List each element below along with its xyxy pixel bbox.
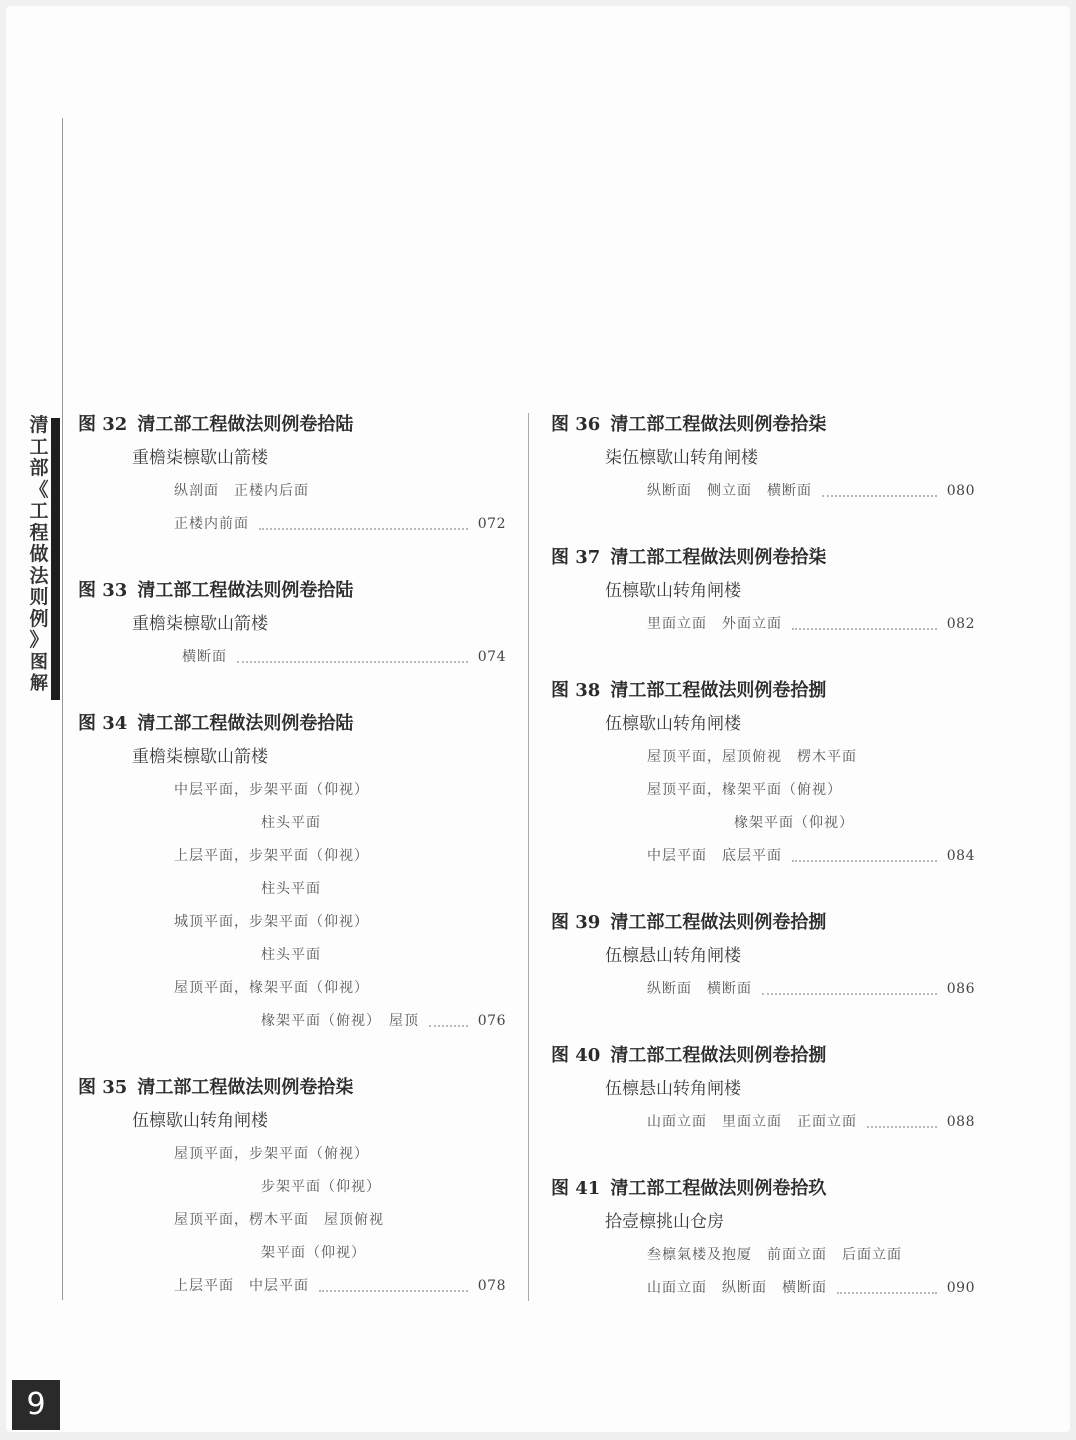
- figure-title: 清工部工程做法则例卷拾柒: [610, 547, 827, 568]
- toc-line: [78, 1171, 506, 1204]
- spine-char: 工: [29, 435, 49, 458]
- toc-line: [78, 1204, 506, 1237]
- figure-subtitle: 伍檩歇山转角闸楼: [605, 581, 741, 601]
- figure-subtitle: 重檐柒檩歇山箭楼: [132, 448, 268, 468]
- figure-title: 清工部工程做法则例卷拾柒: [137, 1077, 354, 1098]
- toc-line-text: 屋顶平面，步架平面（俯视）: [174, 1146, 369, 1162]
- figure-subtitle: 伍檩悬山转角闸楼: [605, 946, 741, 966]
- toc-entry: [551, 1172, 975, 1305]
- toc-line: [78, 840, 506, 873]
- entry-gap: [551, 873, 975, 906]
- entry-gap: [551, 1139, 975, 1172]
- toc-entry: [551, 1039, 975, 1172]
- toc-entry: [551, 408, 975, 541]
- spine-title: [28, 415, 50, 695]
- toc-line-text: 山面立面 纵断面 横断面: [647, 1280, 827, 1296]
- toc-entry: [551, 541, 975, 674]
- toc-entry: [78, 707, 506, 1071]
- toc-page-number: 076: [477, 1013, 506, 1029]
- dot-leader: [822, 495, 937, 497]
- toc-entry: [551, 906, 975, 1039]
- figure-title: 清工部工程做法则例卷拾捌: [610, 680, 827, 701]
- figure-heading: [551, 408, 975, 442]
- dot-leader: [837, 1292, 937, 1294]
- toc-page-number: 088: [946, 1114, 975, 1130]
- figure-subtitle: 拾壹檩挑山仓房: [605, 1212, 724, 1232]
- toc-page-number: 090: [946, 1280, 975, 1296]
- page-number: 9: [12, 1380, 60, 1430]
- spine-char: 《: [29, 478, 49, 501]
- dot-leader: [319, 1290, 468, 1292]
- spine-char: 法: [29, 564, 49, 587]
- dot-leader: [792, 860, 937, 862]
- toc-line-text: 屋顶平面，椽架平面（仰视）: [174, 980, 369, 996]
- toc-line: [551, 807, 975, 840]
- figure-number: 图 34: [78, 713, 128, 734]
- toc-line: [551, 741, 975, 774]
- figure-heading: [551, 1039, 975, 1073]
- figure-number: 图 39: [551, 912, 601, 933]
- toc-page-number: 082: [946, 616, 975, 632]
- figure-heading: [551, 674, 975, 708]
- toc-page-number: 074: [477, 649, 506, 665]
- figure-heading: [551, 906, 975, 940]
- figure-title: 清工部工程做法则例卷拾陆: [137, 580, 354, 601]
- entry-gap: [78, 541, 506, 574]
- toc-line-text: 椽架平面（仰视）: [734, 815, 854, 831]
- toc-line-text: 柱头平面: [261, 881, 321, 897]
- figure-heading: [78, 574, 506, 608]
- toc-line: [78, 873, 506, 906]
- toc-line: [551, 475, 975, 508]
- figure-subtitle: 伍檩歇山转角闸楼: [132, 1111, 268, 1131]
- toc-line-text: 横断面: [182, 649, 227, 665]
- column-divider: [528, 413, 529, 1301]
- toc-line: [78, 641, 506, 674]
- toc-line-text: 叁檩氣楼及抱厦 前面立面 后面立面: [647, 1247, 902, 1263]
- entry-gap: [551, 1006, 975, 1039]
- toc-line-text: 中层平面 底层平面: [647, 848, 782, 864]
- toc-line: [78, 1138, 506, 1171]
- spine-char: 程: [29, 521, 49, 544]
- toc-line: [551, 973, 975, 1006]
- toc-line: [551, 840, 975, 873]
- toc-line-text: 上层平面 中层平面: [174, 1278, 309, 1294]
- left-margin-rule: [62, 118, 63, 1300]
- dot-leader: [762, 993, 937, 995]
- spine-char: 则: [29, 586, 49, 608]
- toc-line-text: 纵剖面 正楼内后面: [174, 483, 309, 499]
- spine-char: 解: [30, 673, 48, 694]
- spine-char: 清: [29, 414, 49, 436]
- figure-heading: [551, 541, 975, 575]
- dot-leader: [792, 628, 937, 630]
- toc-line: [78, 972, 506, 1005]
- figure-title: 清工部工程做法则例卷拾陆: [137, 414, 354, 435]
- entry-gap: [78, 674, 506, 707]
- figure-number: 图 36: [551, 414, 601, 435]
- figure-subtitle: 重檐柒檩歇山箭楼: [132, 747, 268, 767]
- toc-line-text: 山面立面 里面立面 正面立面: [647, 1114, 857, 1130]
- spine-char: 图: [30, 651, 48, 673]
- figure-heading: [78, 707, 506, 741]
- spine-bar: [51, 418, 60, 700]
- entry-gap: [78, 1038, 506, 1071]
- toc-line-text: 上层平面，步架平面（仰视）: [174, 848, 369, 864]
- toc-line: [78, 1237, 506, 1270]
- dot-leader: [867, 1126, 937, 1128]
- toc-line: [551, 1272, 975, 1305]
- toc-line-text: 架平面（仰视）: [261, 1245, 366, 1261]
- toc-line-text: 步架平面（仰视）: [261, 1179, 381, 1195]
- toc-line-text: 椽架平面（俯视） 屋顶: [261, 1013, 419, 1029]
- toc-line-text: 中层平面，步架平面（仰视）: [174, 782, 369, 798]
- figure-title: 清工部工程做法则例卷拾捌: [610, 912, 827, 933]
- toc-line-text: 纵断面 侧立面 横断面: [647, 483, 812, 499]
- toc-line: [551, 1106, 975, 1139]
- figure-subtitle: 伍檩悬山转角闸楼: [605, 1079, 741, 1099]
- toc-page-number: 078: [477, 1278, 506, 1294]
- spine-char: 工: [29, 500, 49, 522]
- toc-left-column: [78, 408, 506, 1303]
- toc-line: [78, 475, 506, 508]
- dot-leader: [237, 661, 468, 663]
- toc-line-text: 屋顶平面，椽架平面（俯视）: [647, 782, 842, 798]
- toc-line: [78, 906, 506, 939]
- toc-line-text: 里面立面 外面立面: [647, 616, 782, 632]
- toc-line: [551, 1239, 975, 1272]
- figure-heading: [551, 1172, 975, 1206]
- toc-page-number: 086: [946, 981, 975, 997]
- toc-entry: [78, 1071, 506, 1303]
- entry-gap: [551, 508, 975, 541]
- figure-number: 图 38: [551, 680, 601, 701]
- toc-line-text: 正楼内前面: [174, 516, 249, 532]
- toc-line: [78, 508, 506, 541]
- toc-right-column: [551, 408, 975, 1305]
- dot-leader: [429, 1025, 468, 1027]
- spine-char: 做: [29, 543, 49, 565]
- toc-line: [78, 774, 506, 807]
- toc-line-text: 屋顶平面，屋顶俯视 楞木平面: [647, 749, 857, 765]
- toc-page-number: 072: [477, 516, 506, 532]
- figure-number: 图 41: [551, 1178, 601, 1199]
- figure-number: 图 35: [78, 1077, 128, 1098]
- figure-number: 图 40: [551, 1045, 601, 1066]
- toc-line-text: 屋顶平面，楞木平面 屋顶俯视: [174, 1212, 384, 1228]
- figure-subtitle: 伍檩歇山转角闸楼: [605, 714, 741, 734]
- toc-line: [78, 939, 506, 972]
- figure-title: 清工部工程做法则例卷拾捌: [610, 1045, 827, 1066]
- dot-leader: [259, 528, 468, 530]
- figure-number: 图 37: [551, 547, 601, 568]
- toc-line: [78, 807, 506, 840]
- spine-char: 》: [29, 629, 49, 651]
- spine-char: 部: [29, 457, 49, 479]
- entry-gap: [551, 641, 975, 674]
- toc-line-text: 城顶平面，步架平面（仰视）: [174, 914, 369, 930]
- toc-line-text: 柱头平面: [261, 815, 321, 831]
- toc-entry: [78, 574, 506, 707]
- toc-line: [78, 1270, 506, 1303]
- toc-entry: [551, 674, 975, 906]
- toc-page-number: 084: [946, 848, 975, 864]
- spine-char: 例: [29, 607, 49, 630]
- toc-line-text: 柱头平面: [261, 947, 321, 963]
- figure-number: 图 32: [78, 414, 128, 435]
- figure-number: 图 33: [78, 580, 128, 601]
- toc-line: [551, 608, 975, 641]
- figure-subtitle: 重檐柒檩歇山箭楼: [132, 614, 268, 634]
- figure-subtitle: 柒伍檩歇山转角闸楼: [605, 448, 758, 468]
- toc-page-number: 080: [946, 483, 975, 499]
- figure-heading: [78, 1071, 506, 1105]
- toc-line: [78, 1005, 506, 1038]
- figure-title: 清工部工程做法则例卷拾柒: [610, 414, 827, 435]
- figure-title: 清工部工程做法则例卷拾玖: [610, 1178, 827, 1199]
- toc-entry: [78, 408, 506, 574]
- toc-line: [551, 774, 975, 807]
- toc-line-text: 纵断面 横断面: [647, 981, 752, 997]
- figure-title: 清工部工程做法则例卷拾陆: [137, 713, 354, 734]
- figure-heading: [78, 408, 506, 442]
